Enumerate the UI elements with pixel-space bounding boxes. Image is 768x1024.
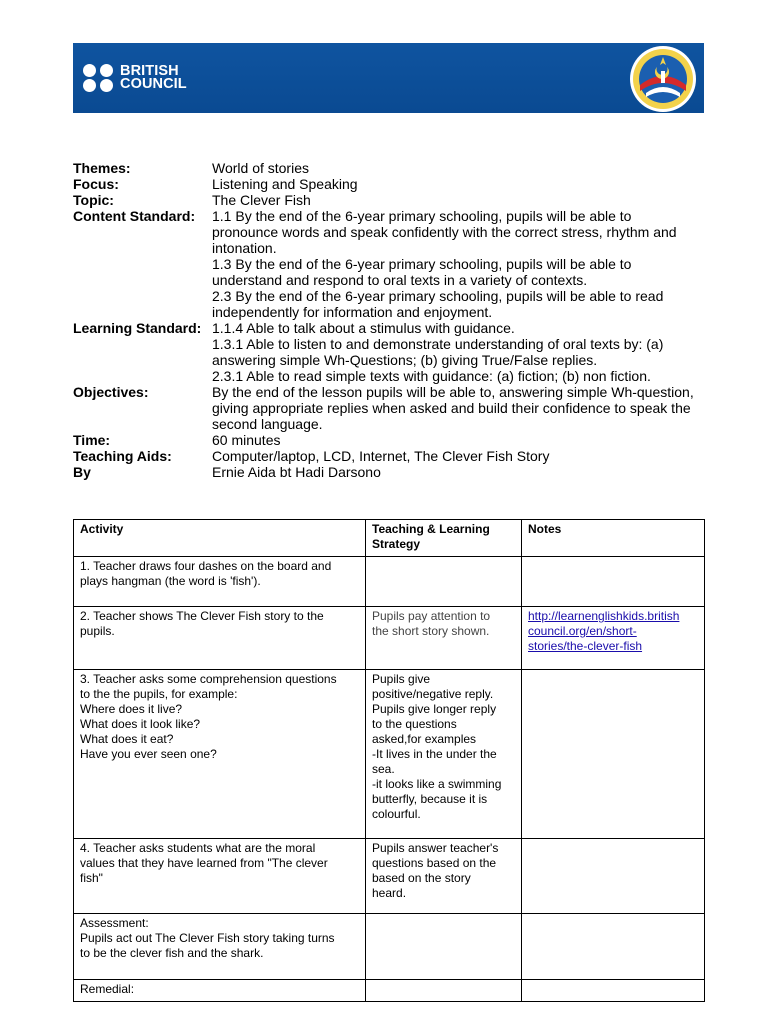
- activity-cell: 4. Teacher asks students what are the moral values that they have learned from "The clever fish": [74, 839, 366, 914]
- info-value-line: Listening and Speaking: [212, 176, 358, 192]
- info-label: Topic:: [73, 192, 114, 208]
- info-value-line: World of stories: [212, 160, 309, 176]
- table-row: [74, 839, 705, 914]
- header-notes: Notes: [522, 520, 705, 557]
- info-value-line: 1.3.1 Able to listen to and demonstrate understanding of oral texts by: (a): [212, 336, 664, 352]
- info-value-line: Ernie Aida bt Hadi Darsono: [212, 464, 381, 480]
- logo-text: BRITISH COUNCIL: [120, 63, 187, 92]
- info-value: [212, 464, 705, 480]
- info-value-line: 1.1 By the end of the 6-year primary schooling, pupils will be able to: [212, 208, 632, 224]
- activity-cell: 1. Teacher draws four dashes on the board and plays hangman (the word is 'fish').: [74, 557, 366, 607]
- ministry-crest-icon: [626, 45, 700, 113]
- info-value-line: The Clever Fish: [212, 192, 311, 208]
- table-row: [74, 914, 705, 980]
- info-value: [212, 448, 705, 464]
- table-row: [74, 557, 705, 607]
- british-council-logo: [83, 64, 187, 92]
- header-banner: [73, 43, 704, 113]
- activity-cell: 2. Teacher shows The Clever Fish story to the pupils.: [74, 607, 366, 670]
- strategy-cell: Pupils give positive/negative reply. Pupils give longer reply to the questions asked,for examples -It lives in the under the sea. -it looks like a swimming butterfly, because it is colourful.: [366, 670, 522, 839]
- activity-cell: 3. Teacher asks some comprehension questions to the the pupils, for example: Where does it live? What does it look like? What does it eat? Have you ever seen one?: [74, 670, 366, 839]
- info-label: Content Standard:: [73, 208, 196, 224]
- info-value-line: 1.3 By the end of the 6-year primary schooling, pupils will be able to: [212, 256, 632, 272]
- table-header-row: [74, 520, 705, 557]
- remedial-cell: Remedial:: [74, 980, 366, 1002]
- info-value-line: pronounce words and speak confidently with the correct stress, rhythm and: [212, 224, 677, 240]
- table-row: [74, 980, 705, 1002]
- info-value-line: 2.3.1 Able to read simple texts with guidance: (a) fiction; (b) non fiction.: [212, 368, 651, 384]
- info-label: Themes:: [73, 160, 131, 176]
- info-label: Learning Standard:: [73, 320, 202, 336]
- header-strategy: Teaching & Learning Strategy: [366, 520, 522, 557]
- notes-cell: [522, 557, 705, 607]
- notes-cell: [522, 980, 705, 1002]
- info-value: [212, 208, 705, 320]
- info-value-line: independently for information and enjoyment.: [212, 304, 493, 320]
- logo-dots-icon: [83, 64, 115, 92]
- info-row: [73, 208, 705, 320]
- info-value: [212, 384, 705, 432]
- info-row: [73, 160, 705, 176]
- header-activity: Activity: [74, 520, 366, 557]
- info-value-line: intonation.: [212, 240, 277, 256]
- info-value: [212, 432, 705, 448]
- info-label: Objectives:: [73, 384, 149, 400]
- info-row: [73, 176, 705, 192]
- strategy-cell: [366, 914, 522, 980]
- info-value-line: giving appropriate replies when asked and build their confidence to speak the: [212, 400, 691, 416]
- info-row: [73, 320, 705, 384]
- notes-cell: [522, 914, 705, 980]
- info-value-line: second language.: [212, 416, 323, 432]
- strategy-cell: Pupils pay attention to the short story shown.: [366, 607, 522, 670]
- table-row: [74, 607, 705, 670]
- info-value-line: 60 minutes: [212, 432, 281, 448]
- strategy-cell: [366, 557, 522, 607]
- notes-link[interactable]: [522, 839, 705, 914]
- info-row: [73, 384, 705, 432]
- info-label: Focus:: [73, 176, 119, 192]
- activity-table: [73, 519, 705, 1002]
- story-link[interactable]: http://learnenglishkids.british council.org/en/short- stories/the-clever-fish: [522, 607, 705, 670]
- info-value-line: Computer/laptop, LCD, Internet, The Clever Fish Story: [212, 448, 550, 464]
- info-label: Teaching Aids:: [73, 448, 172, 464]
- lesson-info: [73, 160, 705, 480]
- info-value-line: answering simple Wh-Questions; (b) giving True/False replies.: [212, 352, 598, 368]
- info-value: [212, 176, 705, 192]
- info-row: [73, 192, 705, 208]
- info-row: [73, 464, 705, 480]
- assessment-cell: Assessment: Pupils act out The Clever Fish story taking turns to be the clever fish and the shark.: [74, 914, 366, 980]
- info-value-line: 1.1.4 Able to talk about a stimulus with guidance.: [212, 320, 515, 336]
- info-value-line: By the end of the lesson pupils will be able to, answering simple Wh-question,: [212, 384, 694, 400]
- table-row: [74, 670, 705, 839]
- info-row: [73, 448, 705, 464]
- info-label: By: [73, 464, 91, 480]
- info-value: [212, 192, 705, 208]
- info-value: [212, 160, 705, 176]
- info-value: [212, 320, 705, 384]
- info-value-line: understand and respond to oral texts in a variety of contexts.: [212, 272, 588, 288]
- info-label: Time:: [73, 432, 111, 448]
- strategy-cell: [366, 980, 522, 1002]
- info-row: [73, 432, 705, 448]
- notes-cell: [522, 670, 705, 839]
- info-value-line: 2.3 By the end of the 6-year primary schooling, pupils will be able to read: [212, 288, 664, 304]
- strategy-cell: Pupils answer teacher's questions based on the based on the story heard.: [366, 839, 522, 914]
